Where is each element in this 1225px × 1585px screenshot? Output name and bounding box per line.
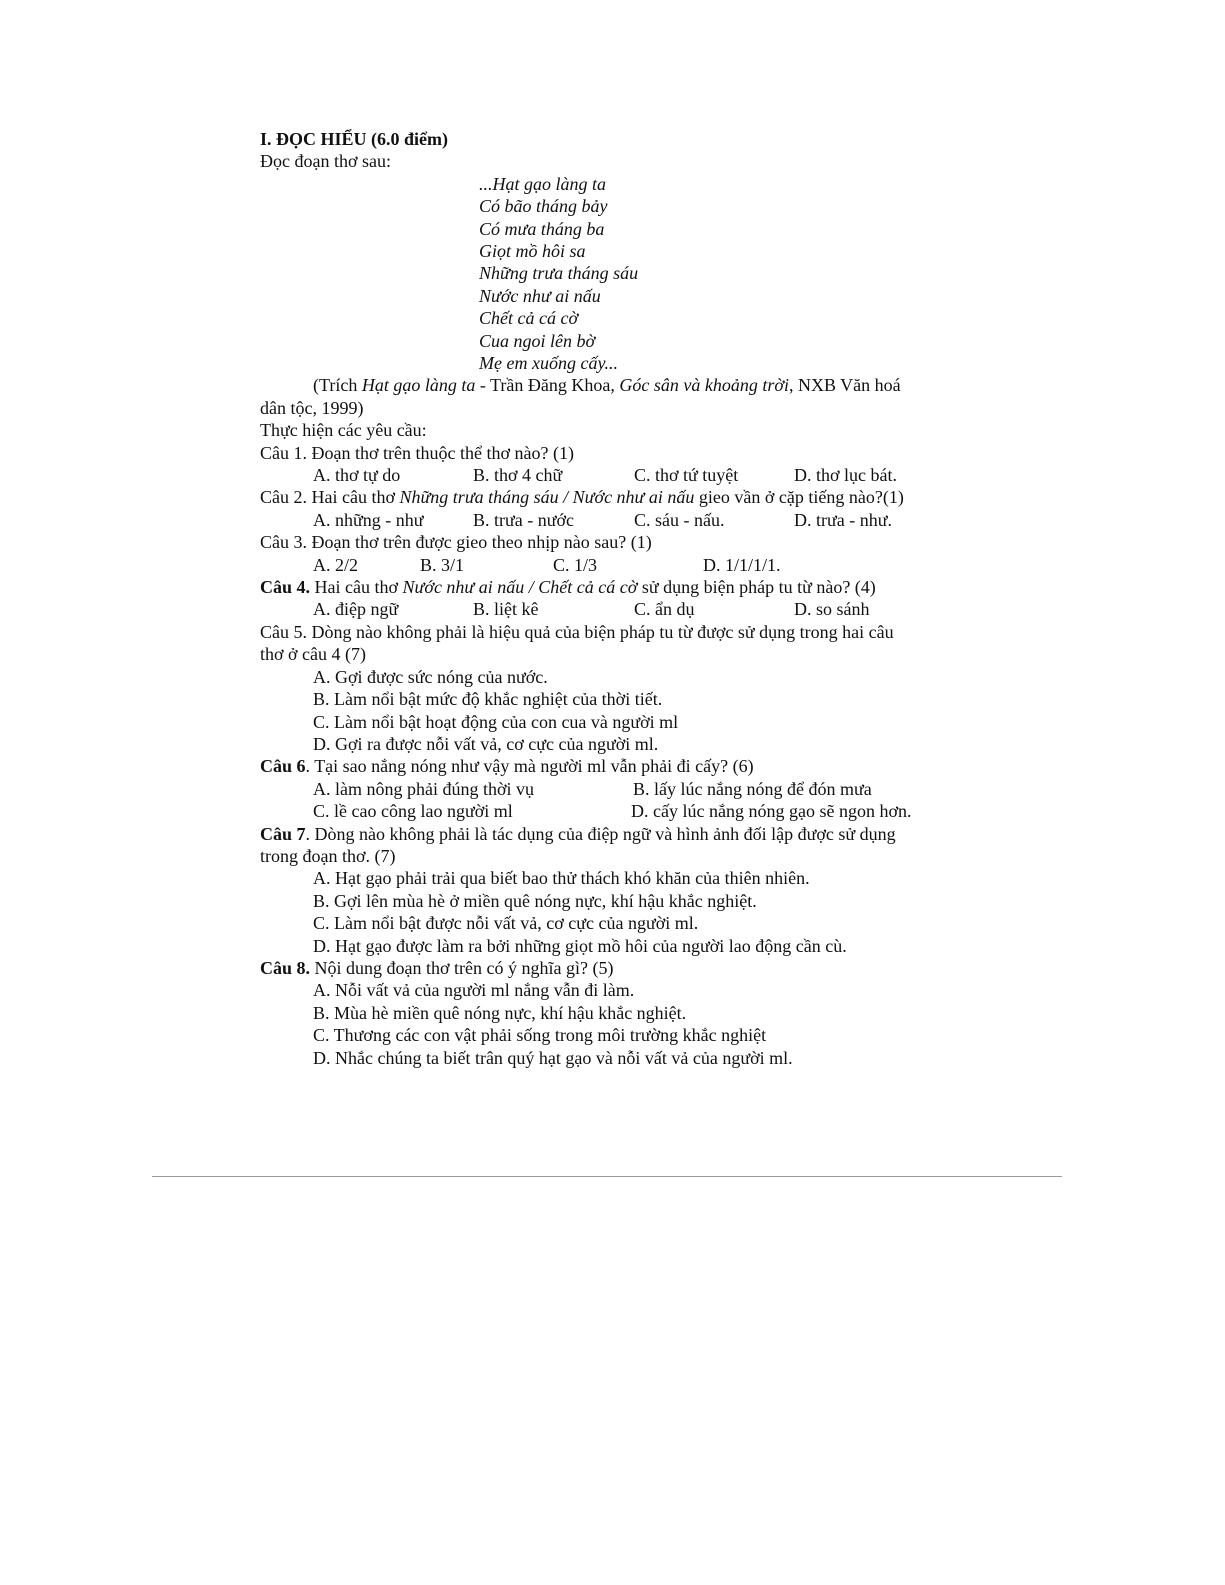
poem-line: Những trưa tháng sáu [479,263,639,284]
option: C. thơ tứ tuyệt [634,465,739,486]
poem-line: Mẹ em xuống cấy... [479,353,618,374]
question-1: Câu 1. Đoạn thơ trên thuộc thể thơ nào? (1) [260,442,574,463]
question-3: Câu 3. Đoạn thơ trên được gieo theo nhịp nào sau? (1) [260,532,652,553]
task-text: Thực hiện các yêu cầu: [260,420,427,441]
question-7: Câu 7. Dòng nào không phải là tác dụng của điệp ngữ và hình ảnh đối lập được sử dụng [260,823,896,844]
question-8: Câu 8. Nội dung đoạn thơ trên có ý nghĩa gì? (5) [260,957,614,978]
option: D. thơ lục bát. [794,465,897,486]
poem [260,173,980,375]
option: A. 2/2 [313,554,358,575]
question-4: Câu 4. Hai câu thơ Nước như ai nấu / Chết cả cá cờ sử dụng biện pháp tu từ nào? (4) [260,577,876,598]
poem-line: Chết cả cá cờ [479,308,579,329]
option: D. cấy lúc nắng nóng gạo sẽ ngon hơn. [631,801,912,822]
question-4-options [260,598,980,620]
question-6: Câu 6. Tại sao nắng nóng như vậy mà người ml vẫn phải đi cấy? (6) [260,756,754,777]
poem-line: Nước như ai nấu [479,285,601,306]
option: A. những - như [313,509,424,530]
option: B. Gợi lên mùa hè ở miền quê nóng nực, khí hậu khắc nghiệt. [313,890,757,911]
option: C. lề cao công lao người ml [313,801,513,822]
option: D. trưa - như. [794,509,892,530]
option: D. so sánh [794,599,870,620]
section-title: I. ĐỌC HIỂU (6.0 điểm) [260,129,448,149]
option: D. Gợi ra được nỗi vất vả, cơ cực của người ml. [313,733,659,754]
poem-line: Có bão tháng bảy [479,196,608,217]
poem-line: ...Hạt gạo làng ta [479,173,607,194]
option: B. 3/1 [420,554,465,575]
option: D. Hạt gạo được làm ra bởi những giọt mồ hôi của người lao động cần cù. [313,935,847,956]
option: B. thơ 4 chữ [473,465,563,486]
question-6-options-row-2 [260,800,980,822]
option: D. 1/1/1/1. [703,554,781,575]
option: C. 1/3 [553,554,598,575]
page-divider [152,1176,1062,1177]
question-6-options-row-1 [260,778,980,800]
option: A. thơ tự do [313,465,401,486]
option: A. Gợi được sức nóng của nước. [313,666,548,687]
exam-document [260,128,980,1069]
citation-book: Góc sân và khoảng trời [619,375,789,396]
question-2-options [260,509,980,531]
option: C. Thương các con vật phải sống trong môi trường khắc nghiệt [313,1025,767,1046]
poem-line: Có mưa tháng ba [479,218,605,239]
citation-line-2: dân tộc, 1999) [260,397,364,418]
option: B. Làm nổi bật mức độ khắc nghiệt của thời tiết. [313,689,663,710]
citation: (Trích Hạt gạo làng ta - Trần Đăng Khoa, Góc sân và khoảng trời, NXB Văn hoá [313,375,901,396]
citation-work: Hạt gạo làng ta [361,375,476,396]
option: A. Hạt gạo phải trải qua biết bao thử thách khó khăn của thiên nhiên. [313,868,810,889]
option: A. điệp ngữ [313,599,399,620]
intro-text: Đọc đoạn thơ sau: [260,151,391,172]
option: C. sáu - nấu. [634,509,725,530]
question-5: Câu 5. Dòng nào không phải là hiệu quả của biện pháp tu từ được sử dụng trong hai câu [260,621,894,642]
option: B. Mùa hè miền quê nóng nực, khí hậu khắc nghiệt. [313,1002,687,1023]
question-2: Câu 2. Hai câu thơ Những trưa tháng sáu / Nước như ai nấu gieo vần ở cặp tiếng nào?(1) [260,487,904,508]
poem-line: Cua ngoi lên bờ [479,330,596,351]
option: B. liệt kê [473,599,539,620]
question-3-options [260,554,980,576]
option: C. ẩn dụ [634,599,695,620]
option: D. Nhắc chúng ta biết trân quý hạt gạo và nỗi vất vả của người ml. [313,1047,793,1068]
option: C. Làm nổi bật hoạt động của con cua và người ml [313,711,679,732]
question-5-cont: thơ ở câu 4 (7) [260,644,367,665]
option: C. Làm nổi bật được nỗi vất vả, cơ cực của người ml. [313,913,699,934]
poem-line: Giọt mồ hôi sa [479,241,586,262]
option: A. Nỗi vất vả của người ml nắng vẫn đi làm. [313,980,635,1001]
option: B. trưa - nước [473,509,575,530]
question-1-options [260,464,980,486]
option: B. lấy lúc nắng nóng để đón mưa [633,778,872,799]
option: A. làm nông phải đúng thời vụ [313,778,535,799]
question-7-cont: trong đoạn thơ. (7) [260,845,396,866]
